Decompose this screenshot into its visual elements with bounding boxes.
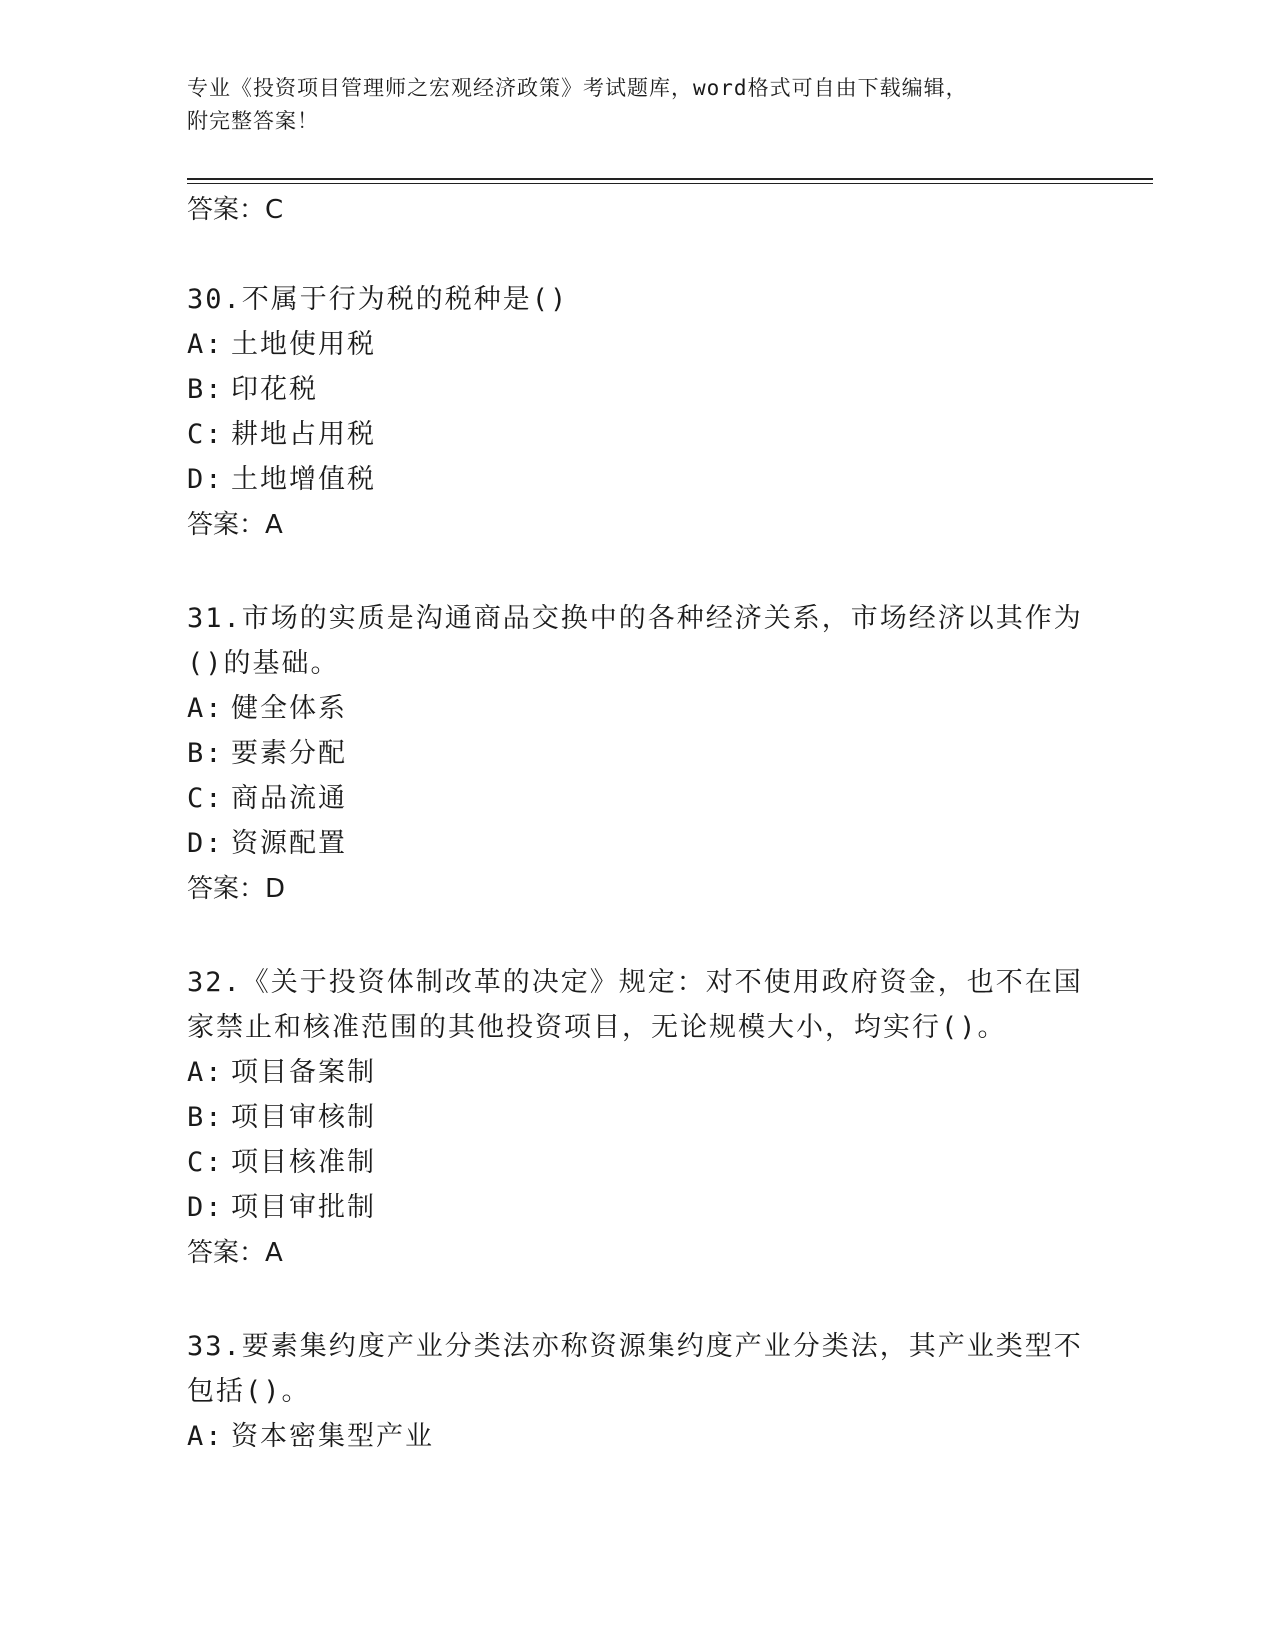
answer-value: D <box>265 874 286 904</box>
answer-prefix: 答案： <box>187 510 266 540</box>
question-33 <box>187 1324 1087 1459</box>
stem-line: 33.要素集约度产业分类法亦称资源集约度产业分类法，其产业类型不 <box>187 1331 1083 1362</box>
header-line-1: 专业《投资项目管理师之宏观经济政策》考试题库，word格式可自由下载编辑， <box>187 76 968 100</box>
answer-line <box>187 1230 1087 1276</box>
question-stem <box>187 277 1087 322</box>
answer-value: A <box>265 510 283 540</box>
question-stem <box>187 960 1087 1050</box>
answer-prefix: 答案： <box>187 1238 266 1268</box>
option-letter: A: <box>187 1057 224 1088</box>
question-31 <box>187 596 1087 912</box>
option-b <box>187 731 1087 776</box>
option-text: 项目备案制 <box>231 1057 376 1088</box>
option-letter: C: <box>187 1147 224 1178</box>
option-text: 项目审核制 <box>231 1102 376 1133</box>
option-letter: C: <box>187 783 224 814</box>
previous-answer <box>187 187 1087 233</box>
option-letter: A: <box>187 1421 224 1452</box>
option-text: 健全体系 <box>231 693 347 724</box>
question-list <box>187 187 1087 1459</box>
answer-prefix: 答案： <box>187 874 266 904</box>
answer-value: A <box>265 1238 283 1268</box>
option-letter: A: <box>187 329 224 360</box>
option-c <box>187 776 1087 821</box>
option-a <box>187 322 1087 367</box>
document-header <box>187 72 1087 138</box>
option-text: 要素分配 <box>231 738 347 769</box>
answer-line <box>187 502 1087 548</box>
question-30 <box>187 277 1087 548</box>
stem-line: ()的基础。 <box>187 648 340 679</box>
option-letter: B: <box>187 738 224 769</box>
question-32 <box>187 960 1087 1276</box>
option-text: 项目审批制 <box>231 1192 376 1223</box>
option-text: 土地使用税 <box>231 329 376 360</box>
option-b <box>187 367 1087 412</box>
option-c <box>187 1140 1087 1185</box>
answer-line <box>187 866 1087 912</box>
question-stem <box>187 1324 1087 1414</box>
header-divider-thin <box>187 183 1153 184</box>
option-text: 土地增值税 <box>231 464 376 495</box>
option-text: 资源配置 <box>231 828 347 859</box>
option-letter: B: <box>187 374 224 405</box>
option-text: 项目核准制 <box>231 1147 376 1178</box>
option-letter: D: <box>187 828 224 859</box>
stem-line: 32.《关于投资体制改革的决定》规定：对不使用政府资金，也不在国 <box>187 967 1083 998</box>
question-stem <box>187 596 1087 686</box>
option-text: 耕地占用税 <box>231 419 376 450</box>
option-text: 资本密集型产业 <box>231 1421 434 1452</box>
answer-value: C <box>265 195 284 225</box>
option-text: 商品流通 <box>231 783 347 814</box>
option-d <box>187 457 1087 502</box>
option-c <box>187 412 1087 457</box>
option-a <box>187 1050 1087 1095</box>
option-d <box>187 1185 1087 1230</box>
option-a <box>187 686 1087 731</box>
stem-line: 30.不属于行为税的税种是() <box>187 284 569 315</box>
header-line-2: 附完整答案！ <box>187 109 319 133</box>
option-a <box>187 1414 1087 1459</box>
stem-line: 包括()。 <box>187 1376 311 1407</box>
option-letter: A: <box>187 693 224 724</box>
option-letter: B: <box>187 1102 224 1133</box>
answer-prefix: 答案： <box>187 195 266 225</box>
stem-line: 家禁止和核准范围的其他投资项目，无论规模大小，均实行()。 <box>187 1012 1007 1043</box>
option-letter: D: <box>187 464 224 495</box>
option-b <box>187 1095 1087 1140</box>
option-d <box>187 821 1087 866</box>
option-text: 印花税 <box>231 374 318 405</box>
option-letter: D: <box>187 1192 224 1223</box>
option-letter: C: <box>187 419 224 450</box>
header-divider-thick <box>187 178 1153 180</box>
stem-line: 31.市场的实质是沟通商品交换中的各种经济关系，市场经济以其作为 <box>187 603 1083 634</box>
